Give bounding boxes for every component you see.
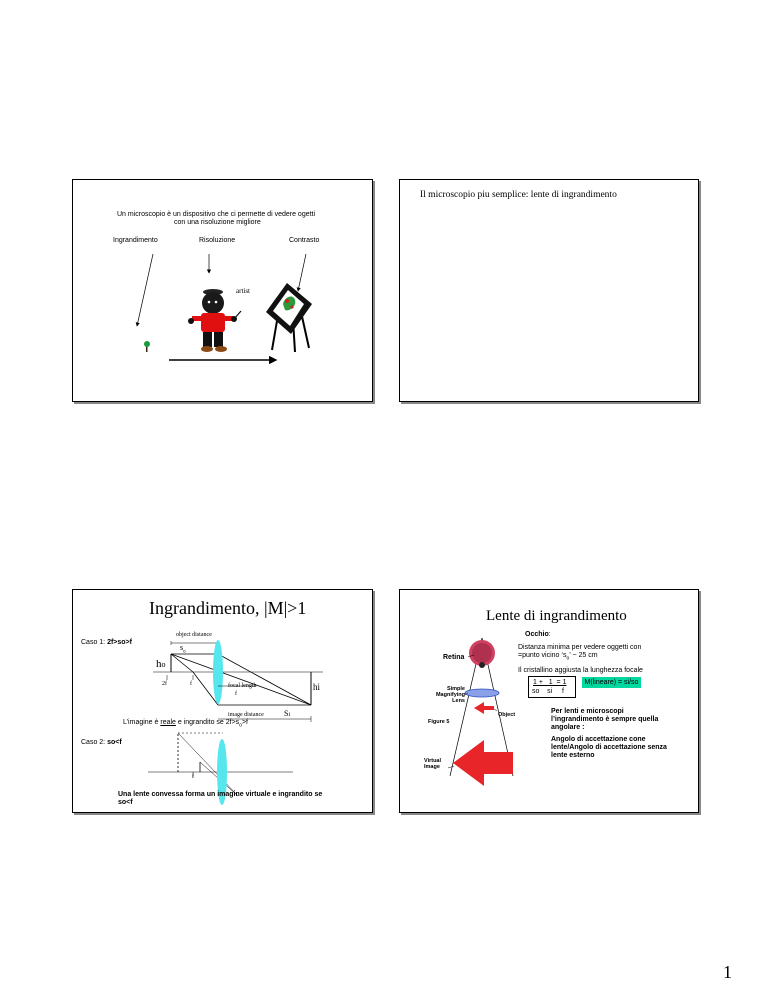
virtual-image-label: Virtual Image bbox=[424, 758, 442, 770]
so-label: $s_o$ bbox=[180, 643, 186, 655]
virtual-image-arrow-icon bbox=[453, 740, 513, 786]
intro-line-1: Un microscopio è un dispositivo che ci permette di vedere ogetti bbox=[117, 211, 316, 218]
focal-f-label: f bbox=[235, 691, 237, 697]
formula-numerators: 1 + 1 = 1 bbox=[533, 679, 567, 686]
intro-line-2: con una risoluzione migliore bbox=[174, 219, 261, 226]
retina-label: Retina bbox=[443, 654, 465, 661]
slide-magnification bbox=[72, 589, 373, 813]
hi-label: hi bbox=[313, 682, 321, 692]
slide1-illustration bbox=[73, 180, 372, 401]
label-risoluzione: Risoluzione bbox=[199, 237, 236, 244]
object-arrow-icon bbox=[474, 702, 494, 714]
case2-f-label: f bbox=[192, 774, 194, 780]
arrow-ingrandimento bbox=[137, 254, 153, 326]
case2-label: Caso 2: so<f bbox=[81, 739, 122, 746]
object-distance-label: object distance bbox=[176, 632, 212, 638]
object-label: Object bbox=[498, 712, 516, 718]
label-2f: 2f bbox=[162, 681, 167, 687]
ho-label: ho bbox=[156, 658, 166, 670]
label-ingrandimento: Ingrandimento bbox=[113, 237, 158, 244]
occhio-heading: Occhio: bbox=[525, 631, 551, 638]
image-distance-label: image distance bbox=[228, 712, 264, 718]
distance-line-1: Distanza minima per vedere oggetti con bbox=[518, 644, 642, 651]
arrow-contrasto bbox=[298, 254, 306, 291]
slide-magnifying-lens bbox=[399, 589, 699, 813]
tiny-tree-icon bbox=[144, 341, 150, 352]
page-number: 1 bbox=[723, 962, 732, 982]
lens-formula-box bbox=[528, 676, 576, 698]
focal-length-label: focal length bbox=[228, 683, 257, 689]
para1: Per lenti e microscopi l’ingrandimento è sempre quella angolare : bbox=[551, 708, 659, 731]
case1-label: Caso 1: 2f>so>f bbox=[81, 639, 132, 646]
distance-line-2: =punto vicino ‘$s_o$’ ~ 25 cm bbox=[518, 652, 598, 662]
case1-caption: L’imagine è reale e ingrandito se $2f>s_o>f$ bbox=[123, 719, 249, 729]
eye-icon bbox=[469, 640, 495, 668]
slide2-title: Il microscopio piu semplice: lente di ingrandimento bbox=[420, 190, 617, 200]
slide4-title: Lente di ingrandimento bbox=[486, 608, 627, 624]
si-label: Si bbox=[284, 709, 291, 718]
easel-canvas-icon bbox=[266, 283, 312, 352]
simple-lens-label: Simple Magnifying Lens bbox=[435, 686, 465, 704]
slide3-title: Ingrandimento, |M|>1 bbox=[149, 598, 307, 618]
case2-caption-2: so<f bbox=[118, 799, 133, 806]
magnification-formula-box: M(lineare) = si/so bbox=[582, 677, 641, 688]
label-contrasto: Contrasto bbox=[289, 237, 320, 244]
artist-label: artist bbox=[236, 287, 250, 295]
case2-caption-1: Una lente convessa forma un imagine virtuale e ingrandito se bbox=[118, 791, 323, 798]
slide-simple-microscope bbox=[399, 179, 699, 402]
label-f: f bbox=[190, 681, 192, 687]
cristallino-text: Il cristallino aggiusta la lunghezza focale bbox=[518, 667, 643, 674]
simple-lens-icon bbox=[465, 689, 499, 697]
slide-microscope-intro bbox=[72, 179, 373, 402]
artist-figure-icon bbox=[188, 289, 241, 352]
para2: Angolo di accettazione cone lente/Angolo di accettazione senza lente esterno bbox=[551, 736, 667, 759]
case2-lens-diagram bbox=[73, 590, 372, 812]
figure-label: Figure 5 bbox=[428, 719, 450, 725]
formula-denominators: so si f bbox=[532, 688, 564, 695]
